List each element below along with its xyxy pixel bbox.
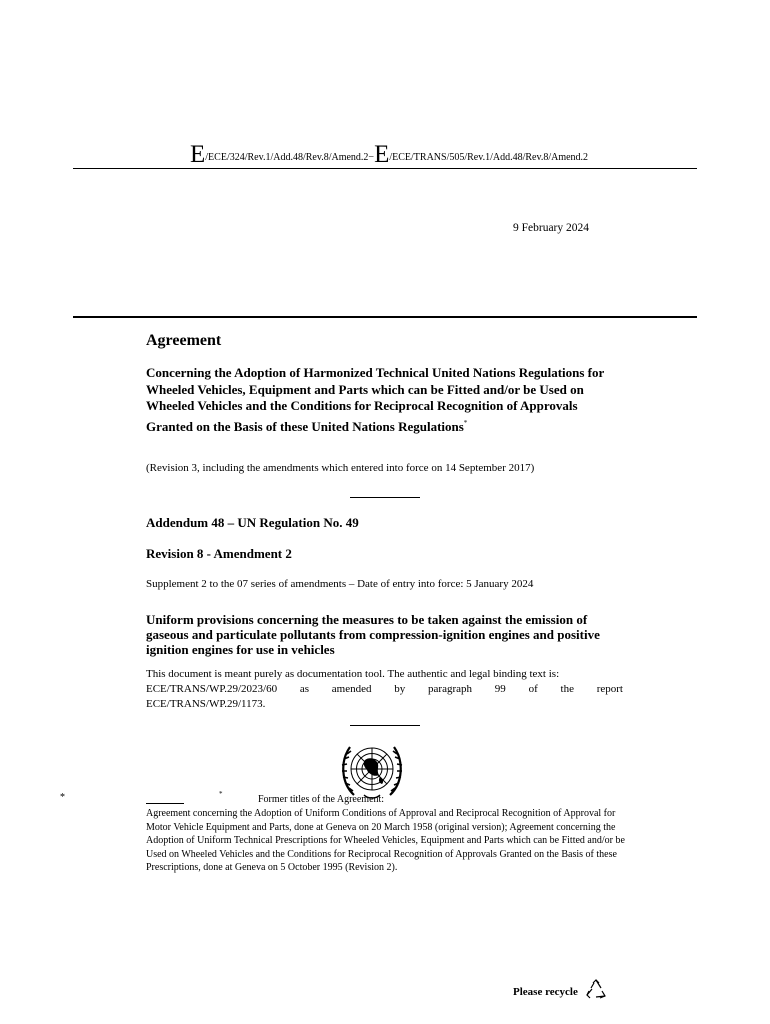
agreement-subtitle [146, 365, 616, 435]
revision-amendment: Revision 8 - Amendment 2 [146, 546, 292, 561]
footnote-body: Agreement concerning the Adoption of Uniform Conditions of Approval and Reciprocal Recognition of Approval for Motor Vehicle Equipment and Parts, done at Geneva on 20 March 1958 (original version); Agreement concerning the Adoption of Uniform Technical Prescriptions for Wheeled Vehicles, Equipment and Parts which can be Fitted and/or be Used on Wheeled Vehicles and the Conditions for Reciprocal Recognition of Approvals Granted on the Basis of these Prescriptions, done at Geneva on 5 October 1995 (Revision 2). [146, 808, 625, 873]
please-recycle-text: Please recycle [513, 986, 578, 998]
short-divider [350, 497, 420, 498]
regulation-title: Uniform provisions concerning the measures to be taken against the emission of gaseous and particulate pollutants from compression-ignition engines and positive ignition engines for use in vehicles [146, 612, 600, 657]
documentation-note-line: This document is meant purely as documentation tool. The authentic and legal binding text is: [146, 668, 560, 680]
symbol-letter-e: E [190, 141, 206, 168]
footnote-marker[interactable]: * [463, 418, 468, 427]
agreement-title: Agreement [146, 332, 222, 349]
document-date: 9 February 2024 [513, 222, 590, 234]
documentation-note [146, 667, 623, 712]
addendum-title: Addendum 48 – UN Regulation No. 49 [146, 515, 359, 530]
footnote-star-mark: * [219, 790, 223, 798]
recycle-icon [584, 978, 608, 1002]
footnote-star: * [60, 792, 65, 803]
short-divider [350, 725, 420, 726]
thick-divider [73, 316, 697, 318]
document-symbol [190, 142, 588, 171]
symbol-separator: − [368, 152, 375, 163]
header-rule [73, 168, 697, 169]
documentation-note-line: ECE/TRANS/WP.29/2023/60 as amended by paragraph 99 of the report [146, 683, 623, 695]
revision-note: (Revision 3, including the amendments which entered into force on 14 September 2017) [146, 462, 535, 474]
supplement-note: Supplement 2 to the 07 series of amendments – Date of entry into force: 5 January 2024 [146, 578, 534, 590]
symbol-trans: /ECE/TRANS/505/Rev.1/Add.48/Rev.8/Amend.2 [389, 152, 589, 163]
symbol-letter-e-2: E [374, 141, 390, 168]
footnote-rule [146, 803, 184, 804]
symbol-ece: /ECE/324/Rev.1/Add.48/Rev.8/Amend.2 [205, 152, 369, 163]
documentation-note-line: ECE/TRANS/WP.29/1173. [146, 698, 266, 710]
agreement-subtitle-text: Concerning the Adoption of Harmonized Technical United Nations Regulations for Wheeled Vehicles, Equipment and Parts which can be Fitted and/or be Used on Wheeled Vehicles and the Conditions for Reciprocal Recognition of Approvals Granted on the Basis of these United Nations Regulations [146, 365, 605, 434]
footnote-title: Former titles of the Agreement: [258, 794, 385, 805]
